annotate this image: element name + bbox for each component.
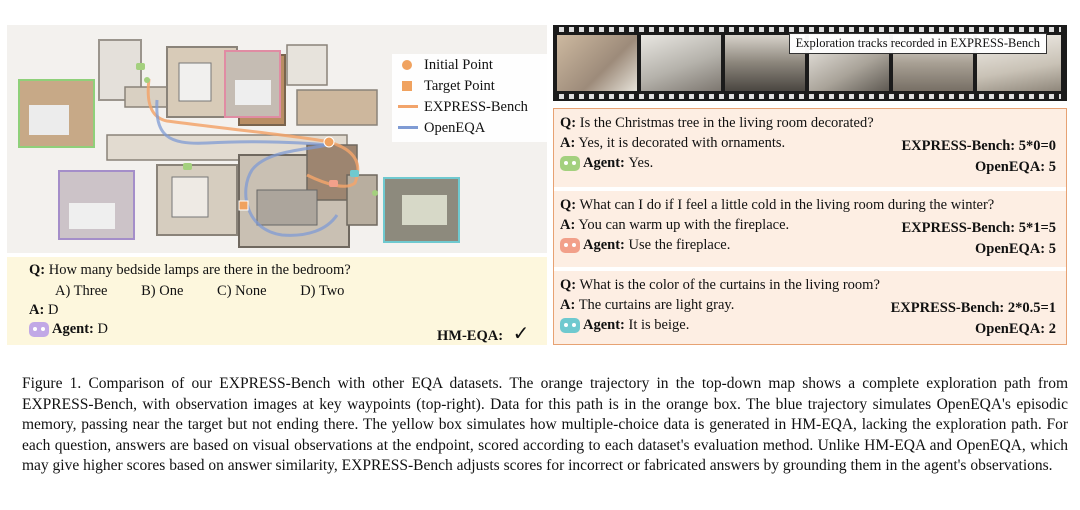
answer-text: You can warm up with the fireplace.: [578, 217, 790, 233]
express-bench-box: [553, 108, 1067, 345]
legend-initial-point: Initial Point: [424, 57, 493, 73]
q-label: Q:: [560, 197, 577, 213]
express-bench-score: EXPRESS-Bench: 5*0=0: [901, 138, 1056, 154]
qa-agent: [560, 317, 689, 334]
inset-photo-left: [19, 80, 94, 147]
a-label: A:: [560, 297, 576, 313]
hm-eqa-box: [7, 257, 547, 345]
q-label: Q:: [560, 277, 577, 293]
question-text: How many bedside lamps are there in the bedroom?: [48, 262, 351, 278]
answer-text: Yes, it is decorated with ornaments.: [578, 135, 786, 151]
figure-caption: Figure 1. Comparison of our EXPRESS-Bench with other EQA datasets. The orange trajectory in the top-down map shows a complete exploration path from EXPRESS-Bench, with observation images at key waypoints (top-right). Data for this path is in the orange box. The blue trajectory simulates OpenEQA's episodic memory, passing near the target but not ending there. The yellow box simulates how multiple-choice data is generated in HM-EQA, lacking the exploration path. For each question, answers are based on visual observations at the endpoint, scored according to each dataset's evaluation method. Unlike HM-EQA and OpenEQA, which may give higher scores based on answer similarity, EXPRESS-Bench adjusts scores for incorrect or fabricated answers by grounding them in the agent's observations.: [22, 375, 1068, 474]
qa-agent: [560, 237, 730, 254]
target-point-marker: [239, 201, 248, 210]
legend-openeqa: OpenEQA: [424, 120, 486, 136]
circle-icon: [402, 60, 412, 70]
agent-answer-text: D: [97, 321, 108, 337]
answer-options: [55, 283, 374, 300]
q-label: Q:: [29, 262, 46, 278]
qa-question: [560, 115, 874, 132]
hm-eqa-label: HM-EQA:: [437, 328, 504, 344]
agent-label: Agent:: [583, 155, 625, 171]
robot-icon: [560, 156, 580, 171]
option-b: B) One: [141, 283, 184, 299]
inset-photo-right: [384, 178, 459, 242]
blue-line-icon: [398, 126, 418, 129]
qa-answer: [560, 135, 785, 152]
openeqa-score: OpenEQA: 2: [975, 321, 1056, 337]
square-icon: [402, 81, 412, 91]
qa-question: [560, 197, 994, 214]
film-frame-1: [557, 35, 637, 91]
check-icon: ✓: [512, 323, 530, 345]
film-perforation-top: [559, 27, 1061, 32]
top-down-map: [7, 25, 547, 253]
qa-item-3: [554, 271, 1066, 348]
qa-answer: [560, 217, 789, 234]
qa-item-2: [554, 191, 1066, 268]
initial-point-marker: [324, 137, 334, 147]
qa-agent: [560, 155, 653, 172]
agent-answer-text: Use the fireplace.: [628, 237, 731, 253]
hm-question: [29, 262, 351, 279]
hm-eqa-score: [437, 321, 529, 346]
agent-label: Agent:: [52, 321, 94, 337]
a-label: A:: [560, 135, 576, 151]
hm-agent-answer: [29, 321, 108, 338]
answer-text: The curtains are light gray.: [578, 297, 735, 313]
inset-photo-top: [225, 51, 280, 117]
question-text: What is the color of the curtains in the living room?: [579, 277, 880, 293]
robot-icon: [29, 322, 49, 337]
film-perforation-bottom: [559, 94, 1061, 99]
inset-photo-bottom-left: [59, 171, 134, 239]
agent-label: Agent:: [583, 237, 625, 253]
legend-express-bench: EXPRESS-Bench: [424, 99, 528, 115]
a-label: A:: [560, 217, 576, 233]
openeqa-score: OpenEQA: 5: [975, 159, 1056, 175]
robot-icon: [560, 318, 580, 333]
agent-label: Agent:: [583, 317, 625, 333]
option-c: C) None: [217, 283, 267, 299]
option-d: D) Two: [300, 283, 345, 299]
film-frame-2: [641, 35, 721, 91]
map-legend: [392, 54, 547, 142]
qa-answer: [560, 297, 734, 314]
express-bench-score: EXPRESS-Bench: 2*0.5=1: [890, 300, 1056, 316]
openeqa-score: OpenEQA: 5: [975, 241, 1056, 257]
agent-answer-text: Yes.: [628, 155, 654, 171]
robot-icon: [560, 238, 580, 253]
question-text: What can I do if I feel a little cold in the living room during the winter?: [579, 197, 995, 213]
qa-question: [560, 277, 880, 294]
answer-text: D: [47, 302, 59, 318]
agent-answer-text: It is beige.: [628, 317, 690, 333]
option-a: A) Three: [55, 283, 108, 299]
qa-item-1: [554, 109, 1066, 186]
hm-answer: [29, 302, 58, 319]
a-label: A:: [29, 302, 45, 318]
express-bench-score: EXPRESS-Bench: 5*1=5: [901, 220, 1056, 236]
q-label: Q:: [560, 115, 577, 131]
exploration-film-strip: [553, 25, 1067, 101]
question-text: Is the Christmas tree in the living room decorated?: [579, 115, 874, 131]
film-strip-label: Exploration tracks recorded in EXPRESS-Bench: [789, 33, 1047, 54]
orange-line-icon: [398, 105, 418, 108]
legend-target-point: Target Point: [424, 78, 495, 94]
